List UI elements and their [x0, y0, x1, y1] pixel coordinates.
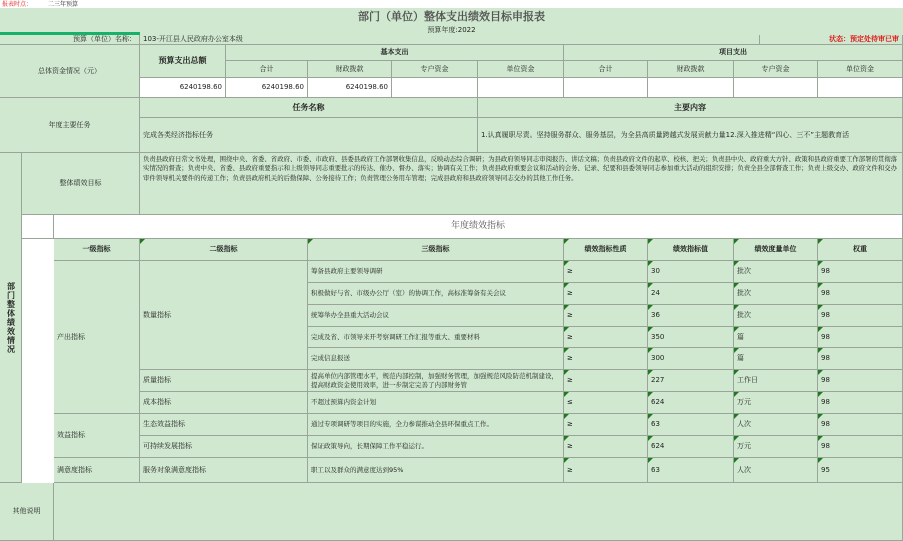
basic-total-header: 合计 [226, 61, 308, 78]
level2-service: 服务对象满意度指标 [140, 458, 308, 483]
project-expense-header: 项目支出 [564, 45, 903, 61]
indicator-row-10-unit[interactable]: 人次 [734, 458, 818, 483]
header-value: 绩效指标值 [648, 239, 734, 261]
top-note-value: 二三年预算 [47, 1, 78, 8]
indicator-row-1-nature[interactable]: ≥ [564, 261, 648, 283]
total-budget-label: 预算支出总额 [140, 45, 226, 78]
project-unit-value[interactable] [818, 78, 903, 98]
indicator-row-4-value[interactable]: 350 [648, 327, 734, 348]
indicator-row-7-name[interactable]: 不超过预算内资金计划 [308, 392, 564, 414]
indicator-row-3-unit[interactable]: 批次 [734, 305, 818, 327]
top-note-label: 报表时点： [2, 1, 33, 8]
indicator-row-5-value[interactable]: 300 [648, 348, 734, 370]
indicator-row-5-nature[interactable]: ≥ [564, 348, 648, 370]
basic-special-value[interactable] [392, 78, 478, 98]
indicator-row-10-nature[interactable]: ≥ [564, 458, 648, 483]
indicator-row-9-name[interactable]: 保证政策导向，长期保障工作平稳运行。 [308, 436, 564, 458]
annual-tasks-label: 年度主要任务 [0, 98, 140, 153]
main-content-header: 主要内容 [478, 98, 903, 118]
level1-satisfaction: 满意度指标 [54, 458, 140, 483]
project-fiscal-value[interactable] [648, 78, 734, 98]
level2-sustain: 可持续发展指标 [140, 436, 308, 458]
indicator-row-2-nature[interactable]: ≥ [564, 283, 648, 305]
indicator-row-4-nature[interactable]: ≥ [564, 327, 648, 348]
header-unit: 绩效度量单位 [734, 239, 818, 261]
main-content-value[interactable]: 1.认真履职尽责。坚持服务群众、服务基层，为全县高质量跨越式发展贡献力量12.深入推进精“四心、三不”主题教育活 [478, 118, 903, 153]
other-notes-label: 其他说明 [0, 483, 54, 541]
indicator-row-7-weight[interactable]: 98 [818, 392, 903, 414]
indicator-row-2-unit[interactable]: 批次 [734, 283, 818, 305]
indicator-row-6-weight[interactable]: 98 [818, 370, 903, 392]
basic-unit-value[interactable] [478, 78, 564, 98]
basic-expense-header: 基本支出 [226, 45, 564, 61]
indicator-row-8-name[interactable]: 通过专项调研等项目的实施，全力参谋推动全县环保重点工作。 [308, 414, 564, 436]
header-weight: 权重 [818, 239, 903, 261]
indicator-row-10-weight[interactable]: 95 [818, 458, 903, 483]
level2-quantity: 数量指标 [140, 261, 308, 370]
basic-fiscal-header: 财政拨款 [308, 61, 392, 78]
indicator-row-10-name[interactable]: 职工以及群众的满意度达到95% [308, 458, 564, 483]
project-fiscal-header: 财政拨款 [648, 61, 734, 78]
indicator-row-9-unit[interactable]: 万元 [734, 436, 818, 458]
basic-unit-header: 单位资金 [478, 61, 564, 78]
indicator-row-2-name[interactable]: 积极做好与省、市级办公厅（室）的协调工作，高标准筹备有关会议 [308, 283, 564, 305]
total-budget-value[interactable]: 6240198.60 [140, 78, 226, 98]
indicator-row-6-value[interactable]: 227 [648, 370, 734, 392]
indicator-row-6-name[interactable]: 提高单位内部管理水平，规范内部控制，加强财务管理，加强规范风险防范机制建设，提高财政资金使用效率，进一步制定完善了内部财务管 [308, 370, 564, 392]
top-note [2, 0, 78, 8]
level2-cost: 成本指标 [140, 392, 308, 414]
project-special-header: 专户资金 [734, 61, 818, 78]
header-level3: 三级指标 [308, 239, 564, 261]
indicator-row-9-weight[interactable]: 98 [818, 436, 903, 458]
basic-fiscal-value[interactable]: 6240198.60 [308, 78, 392, 98]
indicator-row-8-value[interactable]: 63 [648, 414, 734, 436]
indicator-row-4-unit[interactable]: 篇 [734, 327, 818, 348]
basic-special-header: 专户资金 [392, 61, 478, 78]
task-name-value[interactable]: 完成各类经济指标任务 [140, 118, 478, 153]
indicator-row-10-value[interactable]: 63 [648, 458, 734, 483]
indicator-row-3-weight[interactable]: 98 [818, 305, 903, 327]
header-nature: 绩效指标性质 [564, 239, 648, 261]
indicator-row-1-name[interactable]: 筹备县政府主要领导调研 [308, 261, 564, 283]
indicator-row-8-weight[interactable]: 98 [818, 414, 903, 436]
indicator-row-6-unit[interactable]: 工作日 [734, 370, 818, 392]
annual-indicators-title: 年度绩效指标 [54, 215, 903, 239]
indicator-row-3-name[interactable]: 统筹举办全县重大活动会议 [308, 305, 564, 327]
unit-label: 预算（单位）名称： [0, 35, 140, 45]
level1-output: 产出指标 [54, 261, 140, 414]
indicator-row-7-nature[interactable]: ≤ [564, 392, 648, 414]
basic-total-value[interactable]: 6240198.60 [226, 78, 308, 98]
indicator-row-5-name[interactable]: 完成信息报送 [308, 348, 564, 370]
indicator-row-6-nature[interactable]: ≥ [564, 370, 648, 392]
indicator-row-3-value[interactable]: 36 [648, 305, 734, 327]
indicator-row-1-weight[interactable]: 98 [818, 261, 903, 283]
indicator-row-1-value[interactable]: 30 [648, 261, 734, 283]
indicator-row-8-nature[interactable]: ≥ [564, 414, 648, 436]
budget-year: 预算年度:2022 [0, 26, 903, 35]
level2-eco: 生态效益指标 [140, 414, 308, 436]
unit-value: 103-开江县人民政府办公室本级 [140, 35, 760, 45]
indicator-row-3-nature[interactable]: ≥ [564, 305, 648, 327]
indicator-row-4-name[interactable]: 完成及省、市领导来开考察调研工作汇报等重大、重要材料 [308, 327, 564, 348]
overall-goal-text[interactable]: 负责县政府日常文书处理，围绕中央、省委、省政府、市委、市政府、县委县政府工作部署收集信息，反映动态综合调研；为县政府领导同志审阅报告、讲话文稿；负责县政府文件的起草、校核、把关；负责县中央、政府重大方针、政策和县政府重要工作部署的贯彻落实情况的督查；负责中央、省委、县政府重要指示和上级领导同志重要批示的传达、催办、督办、落实；协调有关工作；负责县政府重要会议和活动的会务、记录、纪要和县委领导同志参加重大活动的组织安排；负责全县全部督查工作；负责上级交办、政府文件和交办审件领导机关要件的传递工作；负责县政府机关的后勤保障、公务接待工作；负责管理公务用车管理；完成县政府和县政府领导同志交办的其他工作任务。 [140, 153, 903, 215]
indicator-row-2-value[interactable]: 24 [648, 283, 734, 305]
project-total-header: 合计 [564, 61, 648, 78]
indicator-row-7-value[interactable]: 624 [648, 392, 734, 414]
dept-performance-label: 部门整体绩效情况 [0, 153, 22, 483]
project-special-value[interactable] [734, 78, 818, 98]
header-level1: 一级指标 [54, 239, 140, 261]
project-unit-header: 单位资金 [818, 61, 903, 78]
indicator-row-9-value[interactable]: 624 [648, 436, 734, 458]
indicator-row-7-unit[interactable]: 万元 [734, 392, 818, 414]
indicator-row-5-weight[interactable]: 98 [818, 348, 903, 370]
status-text: 状态：预定处待审已审 [760, 35, 903, 45]
indicator-row-5-unit[interactable]: 篇 [734, 348, 818, 370]
indicator-row-1-unit[interactable]: 批次 [734, 261, 818, 283]
overall-goal-label: 整体绩效目标 [22, 153, 140, 215]
indicator-row-8-unit[interactable]: 人次 [734, 414, 818, 436]
indicator-row-2-weight[interactable]: 98 [818, 283, 903, 305]
funding-row-label: 总体资金情况（元） [0, 45, 140, 98]
other-notes-value[interactable] [54, 483, 903, 541]
task-name-header: 任务名称 [140, 98, 478, 118]
indicator-row-9-nature[interactable]: ≥ [564, 436, 648, 458]
project-total-value[interactable] [564, 78, 648, 98]
indicator-row-4-weight[interactable]: 98 [818, 327, 903, 348]
header-level2: 二级指标 [140, 239, 308, 261]
level2-quality: 质量指标 [140, 370, 308, 392]
page-title: 部门（单位）整体支出绩效目标申报表 [0, 8, 903, 26]
level1-benefit: 效益指标 [54, 414, 140, 458]
